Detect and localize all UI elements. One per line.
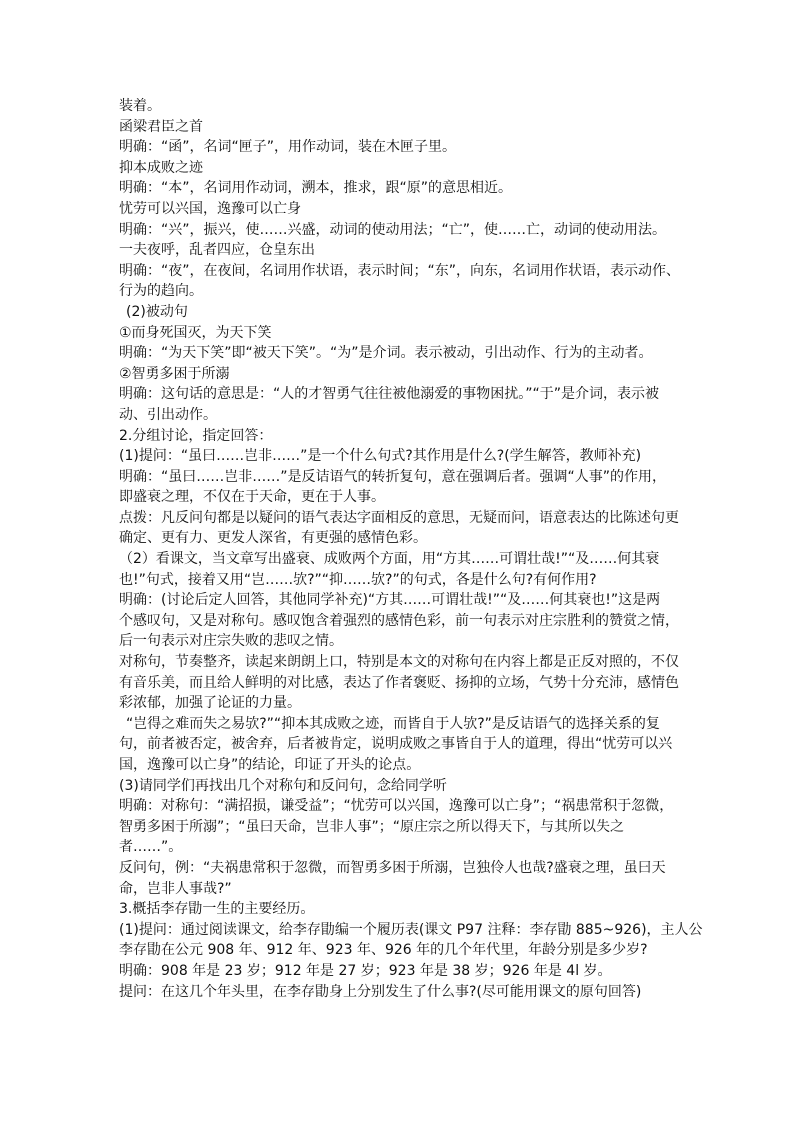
text-line: ②智勇多困于所溺: [119, 365, 230, 382]
text-line: 明确：“为天下笑”即“被天下笑”。“为”是介词。表示被动，引出动作、行为的主动者。: [119, 345, 653, 362]
text-line: 明确：“本”，名词用作动词，溯本，推求，跟“原”的意思相近。: [119, 180, 513, 197]
text-line: 彩浓郁，加强了论证的力量。: [119, 695, 301, 712]
text-line: (3)请同学们再找出几个对称句和反问句，念给同学听: [119, 777, 447, 794]
text-line: 提问：在这几个年头里，在李存勖身上分别发生了什么事?(尽可能用课文的原句回答): [119, 983, 642, 1000]
section-heading: (2)被动句: [126, 303, 188, 320]
text-line: 点拨：凡反问句都是以疑问的语气表达字面相反的意思，无疑而问，语意表达的比陈述句更: [119, 509, 679, 526]
section-heading: 2.分组讨论，指定回答：: [119, 427, 273, 444]
text-line: ①而身死国灭，为天下笑: [119, 324, 272, 341]
text-line: 明确：“夜”，在夜间，名词用作状语，表示时间；“东”，向东，名词用作状语，表示动作、: [119, 262, 681, 279]
text-line: 忧劳可以兴国，逸豫可以亡身: [119, 200, 301, 217]
text-line: 明确：908 年是 23 岁；912 年是 27 岁；923 年是 38 岁；926 年是 4l 岁。: [119, 962, 612, 979]
text-line: 动、引出动作。: [119, 406, 217, 423]
text-line: 明确：对称句：“满招损，谦受益”；“忧劳可以兴国，逸豫可以亡身”；“祸患常积于忽微，: [119, 798, 674, 815]
text-line: 即盛衰之理，不仅在于天命，更在于人事。: [119, 489, 385, 506]
text-line: 也!”句式，接着又用“岂……欤?”“抑……欤?”的句式，各是什么句?有何作用?: [119, 571, 597, 588]
text-line: 明确：“函”，名词“匣子”，用作动词，装在木匣子里。: [119, 139, 457, 156]
section-heading: 3.概括李存勖一生的主要经历。: [119, 901, 315, 918]
document-page: [119, 96, 703, 1002]
text-line: 后一句表示对庄宗失败的悲叹之情。: [119, 633, 343, 650]
text-line: 函梁君臣之首: [119, 118, 203, 135]
text-line: 者……”。: [119, 839, 183, 856]
text-line: 句，前者被否定，被舍弃，后者被肯定，说明成败之事皆自于人的道理，得出“忧劳可以兴: [119, 736, 673, 753]
text-line: 个感叹句，又是对称句。感叹饱含着强烈的感情色彩，前一句表示对庄宗胜利的赞赏之情，: [119, 612, 679, 629]
text-line: 李存勖在公元 908 年、912 年、923 年、926 年的几个年代里，年龄分别是多少岁?: [119, 942, 648, 959]
text-line: 明确：“兴”，振兴，使……兴盛，动词的使动用法；“亡”，使……亡，动词的使动用法。: [119, 221, 667, 238]
text-line: 明确：“虽曰……岂非……”是反诘语气的转折复句，意在强调后者。强调“人事”的作用，: [119, 468, 667, 485]
text-line: 装着。: [119, 98, 161, 114]
text-line: 命，岂非人事哉?”: [119, 880, 232, 897]
text-line: 国，逸豫可以亡身”的结论，印证了开头的论点。: [119, 757, 421, 773]
text-line: 行为的趋向。: [119, 283, 203, 300]
text-line: 明确：这句话的意思是：“人的才智勇气往往被他溺爱的事物困扰。”“于”是介词，表示被: [119, 386, 660, 403]
text-line: 智勇多困于所溺”；“虽曰天命，岂非人事”；“原庄宗之所以得天下，与其所以失之: [119, 818, 625, 835]
text-line: 对称句，节奏整齐，读起来朗朗上口，特别是本文的对称句在内容上都是正反对照的，不仅: [119, 654, 679, 671]
text-line: 明确：(讨论后定人回答，其他同学补充)“方其……可谓壮哉!”“及……何其衰也!”这是两: [119, 592, 661, 609]
text-line: (1)提问：“虽曰……岂非……”是一个什么句式?其作用是什么?(学生解答，教师补充): [119, 448, 642, 465]
text-line: (1)提问：通过阅读课文，给李存勖编一个履历表(课文 P97 注释：李存勖 885~926)，主人公: [119, 921, 703, 938]
text-line: （2）看课文，当文章写出盛衰、成败两个方面，用“方其……可谓壮哉!”“及……何其衰: [119, 551, 660, 568]
text-line: 确定、更有力、更发人深省，有更强的感情色彩。: [119, 530, 427, 547]
text-line: 一夫夜呼，乱者四应，仓皇东出: [119, 242, 315, 259]
text-line: 反问句，例：“夫祸患常积于忽微，而智勇多困于所溺，岂独伶人也哉?盛衰之理，虽曰天: [119, 859, 666, 876]
text-line: 有音乐美，而且给人鲜明的对比感，表达了作者褒贬、扬抑的立场，气势十分充沛，感情色: [119, 674, 679, 691]
text-line: 抑本成败之迹: [119, 159, 203, 176]
text-line: “岂得之难而失之易欤?”“抑本其成败之迹，而皆自于人欤?”是反诘语气的选择关系的复: [126, 715, 660, 732]
